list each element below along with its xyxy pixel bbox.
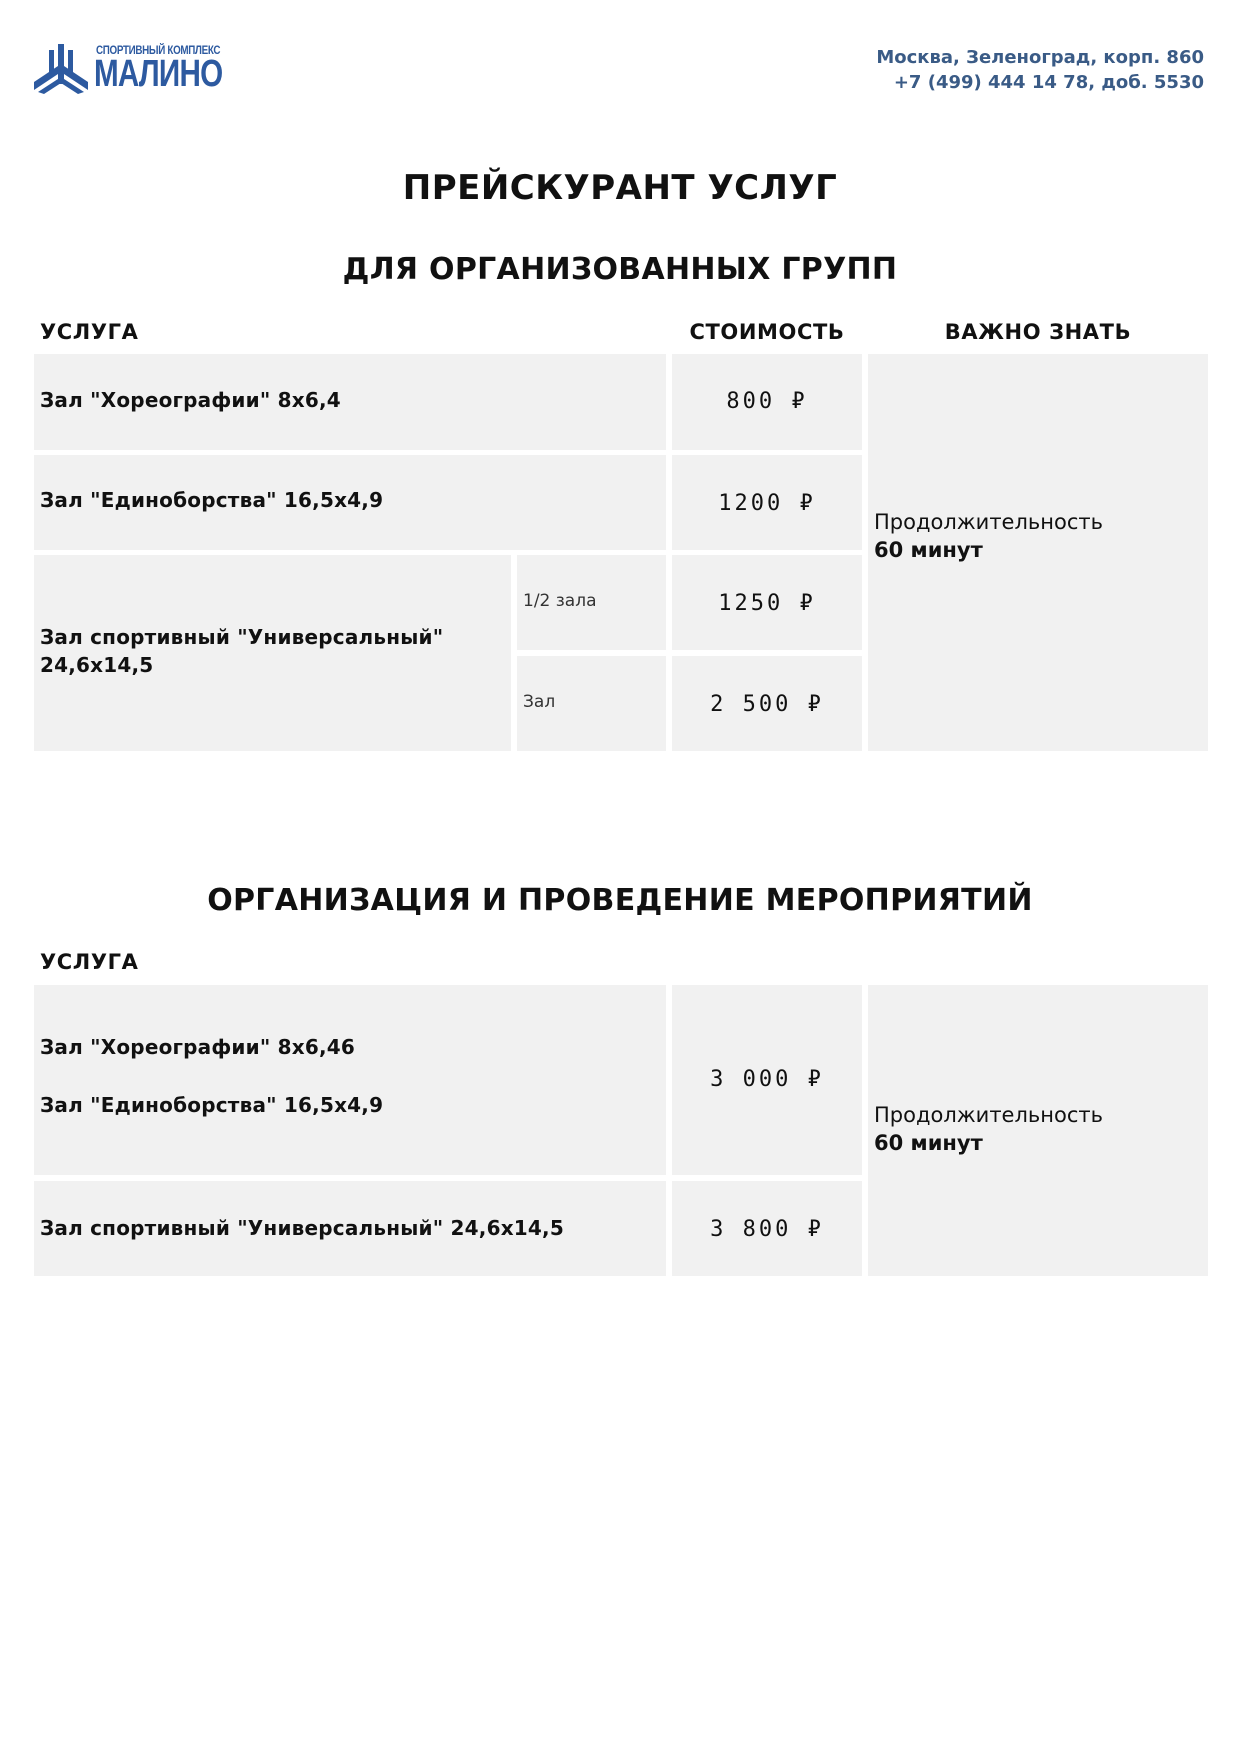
note: [874, 1101, 1103, 1157]
service-name: Зал "Единоборства" 16,5х4,9: [40, 1093, 384, 1117]
sub-option-cell: [517, 555, 666, 650]
logo-name: МАЛИНО: [94, 53, 223, 95]
table-row: [34, 985, 666, 1175]
contact-info: [876, 45, 1204, 95]
table-row: [34, 1181, 666, 1276]
section2-title: ОРГАНИЗАЦИЯ И ПРОВЕДЕНИЕ МЕРОПРИЯТИЙ: [207, 883, 1033, 918]
section1-col-note: ВАЖНО ЗНАТЬ: [944, 320, 1132, 344]
logo-mark-icon: [34, 42, 88, 94]
price-cell: [672, 656, 862, 751]
sub-option-cell: [517, 656, 666, 751]
table-row: [34, 555, 511, 751]
price: 800 ₽: [726, 389, 808, 414]
address: Москва, Зеленоград, корп. 860: [876, 47, 1204, 68]
table-row: [34, 354, 666, 450]
note-label: Продолжительность: [874, 510, 1104, 534]
price: 1200 ₽: [718, 491, 816, 516]
price: 3 800 ₽: [710, 1217, 824, 1242]
sub-option: 1/2 зала: [523, 591, 597, 611]
note-cell: [868, 354, 1208, 751]
sub-option: Зал: [523, 692, 556, 712]
service-name: Зал "Единоборства" 16,5х4,9: [40, 488, 384, 512]
price-cell: [672, 555, 862, 650]
price-cell: [672, 455, 862, 550]
section1-title: ДЛЯ ОРГАНИЗОВАННЫХ ГРУПП: [342, 252, 898, 287]
price: 2 500 ₽: [710, 692, 824, 717]
note-label: Продолжительность: [874, 1103, 1104, 1127]
logo-subtitle: СПОРТИВНЫЙ КОМПЛЕКС: [96, 43, 221, 57]
service-name: Зал "Хореографии" 8х6,4: [40, 388, 341, 412]
price: 1250 ₽: [718, 591, 816, 616]
section1-col-price: СТОИМОСТЬ: [689, 320, 845, 344]
section1-col-service: УСЛУГА: [40, 320, 139, 344]
page-title: ПРЕЙСКУРАНТ УСЛУГ: [402, 168, 838, 208]
logo: [34, 40, 224, 96]
service-name: Зал "Хореографии" 8х6,46: [40, 1035, 355, 1059]
price-cell: [672, 354, 862, 450]
price: 3 000 ₽: [710, 1067, 824, 1092]
price-cell: [672, 985, 862, 1175]
service-name: Зал спортивный "Универсальный" 24,6х14,5: [40, 625, 444, 677]
section2-col-service: УСЛУГА: [40, 950, 139, 974]
service-name: Зал спортивный "Универсальный" 24,6х14,5: [40, 1216, 564, 1240]
note-duration: 60 минут: [874, 1131, 983, 1155]
table-row: [34, 455, 666, 550]
note-cell: [868, 985, 1208, 1276]
note: [874, 508, 1103, 564]
price-cell: [672, 1181, 862, 1276]
phone: +7 (499) 444 14 78, доб. 5530: [893, 72, 1204, 93]
note-duration: 60 минут: [874, 538, 983, 562]
